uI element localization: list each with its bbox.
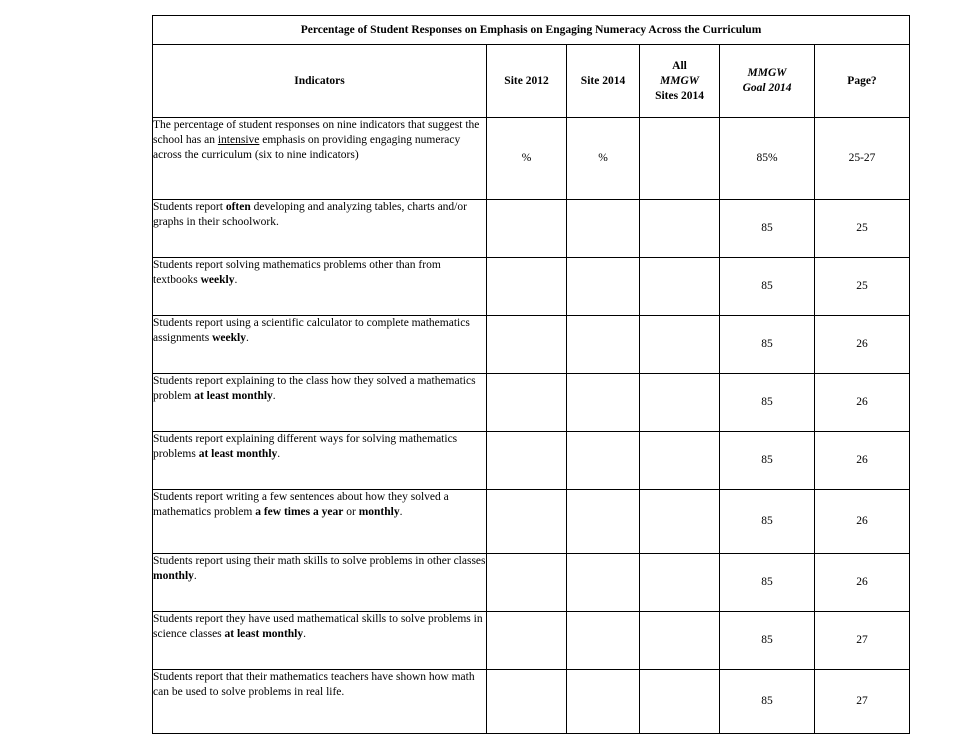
page-cell: 26 [815,432,910,490]
site-2012-cell: % [487,118,567,200]
all-sites-cell [640,670,720,734]
indicator-cell [153,258,487,316]
all-sites-cell [640,554,720,612]
indicator-text: . [193,570,197,582]
goal-cell: 85 [720,612,815,670]
site-2012-cell [487,200,567,258]
table-row [153,554,910,612]
numeracy-table [152,15,910,734]
site-2012-cell [487,316,567,374]
header-row [153,45,910,118]
indicator-text: Students report solving mathematics problems other than from textbooks [153,259,441,286]
site-2014-cell [567,432,640,490]
goal-cell: 85 [720,200,815,258]
table-row [153,612,910,670]
page-cell: 26 [815,374,910,432]
site-2012-cell [487,258,567,316]
goal-cell: 85 [720,490,815,554]
site-2014-cell [567,670,640,734]
header-site-2012: Site 2012 [487,45,567,118]
site-2014-cell [567,554,640,612]
header-goal-line2: Goal 2014 [742,82,792,94]
table-row [153,490,910,554]
indicator-text: or [343,506,359,518]
indicator-cell [153,118,487,200]
table-row [153,316,910,374]
title-row [153,16,910,45]
indicator-cell [153,612,487,670]
indicator-cell [153,490,487,554]
indicator-cell [153,554,487,612]
page-cell: 26 [815,490,910,554]
site-2012-cell [487,612,567,670]
indicator-text: often [225,201,251,213]
header-page: Page? [815,45,910,118]
site-2014-cell [567,374,640,432]
indicator-text: at least monthly [198,448,278,460]
site-2014-cell [567,200,640,258]
site-2014-cell [567,612,640,670]
indicator-text: weekly [200,274,235,286]
site-2012-cell [487,554,567,612]
all-sites-cell [640,316,720,374]
all-sites-cell [640,118,720,200]
site-2012-cell [487,374,567,432]
header-mmgw-goal [720,45,815,118]
all-sites-cell [640,432,720,490]
page-cell: 27 [815,670,910,734]
indicator-text: monthly [358,506,400,518]
indicator-text: . [303,628,306,640]
all-sites-cell [640,200,720,258]
indicator-text: Students report explaining different ways for solving mathematics problems [153,433,458,460]
table-row [153,118,910,200]
goal-cell: 85 [720,374,815,432]
indicator-text: Students report writing a few sentences about how they solved a mathematics problem [153,491,449,518]
indicator-text: at least monthly [224,628,304,640]
indicator-cell [153,432,487,490]
table-row [153,258,910,316]
indicator-text: . [245,332,249,344]
goal-cell: 85 [720,316,815,374]
indicator-text: . [399,506,403,518]
indicator-cell [153,316,487,374]
site-2012-cell [487,670,567,734]
indicator-text: Students report using a scientific calculator to complete mathematics assignments [153,317,470,344]
header-indicators: Indicators [153,45,487,118]
page-cell: 25-27 [815,118,910,200]
indicator-text: weekly [212,332,246,344]
site-2014-cell: % [567,118,640,200]
header-all-line1: All [672,59,687,72]
indicator-text: intensive [217,134,260,146]
page-cell: 25 [815,258,910,316]
goal-cell: 85 [720,432,815,490]
site-2014-cell [567,490,640,554]
goal-cell: 85 [720,670,815,734]
site-2012-cell [487,490,567,554]
indicator-text: developing and analyzing tables, charts and/or graphs in their schoolwork. [153,201,467,228]
indicator-cell [153,670,487,734]
indicator-text: . [277,448,281,460]
indicator-text: Students report explaining to the class how they solved a mathematics problem [153,375,476,402]
indicator-cell [153,200,487,258]
table-title: Percentage of Student Responses on Emphasis on Engaging Numeracy Across the Curriculum [153,16,910,45]
header-goal-line1: MMGW [747,67,787,79]
page-cell: 26 [815,554,910,612]
site-2014-cell [567,258,640,316]
page-cell: 26 [815,316,910,374]
goal-cell: 85 [720,554,815,612]
indicator-text: Students report they have used mathematical skills to solve problems in science classes [153,613,483,640]
indicator-text: monthly [153,570,194,582]
page-cell: 25 [815,200,910,258]
goal-cell: 85% [720,118,815,200]
site-2014-cell [567,316,640,374]
table-row [153,670,910,734]
site-2012-cell [487,432,567,490]
indicator-text: a few times a year [255,506,344,518]
all-sites-cell [640,612,720,670]
all-sites-cell [640,374,720,432]
indicator-text: emphasis on providing engaging numeracy across the curriculum (six to nine indicators) [153,134,461,161]
indicator-cell [153,374,487,432]
header-site-2014: Site 2014 [567,45,640,118]
indicator-text: Students report using their math skills to solve problems in other classes [153,555,486,567]
all-sites-cell [640,490,720,554]
table-row [153,374,910,432]
all-sites-cell [640,258,720,316]
indicator-text: Students report that their mathematics teachers have shown how math can be used to solve problems in real life. [153,671,475,698]
indicator-text: Students report [153,201,226,213]
table-row [153,200,910,258]
header-all-mmgw-sites [640,45,720,118]
header-all-line2: MMGW [660,74,699,87]
indicator-text: at least monthly [194,390,273,402]
page-cell: 27 [815,612,910,670]
header-all-line3: Sites 2014 [655,89,704,102]
indicator-text: . [234,274,238,286]
indicator-text: . [272,390,276,402]
goal-cell: 85 [720,258,815,316]
indicator-text: The percentage of student responses on nine indicators that suggest the school has an [153,119,480,146]
table-row [153,432,910,490]
